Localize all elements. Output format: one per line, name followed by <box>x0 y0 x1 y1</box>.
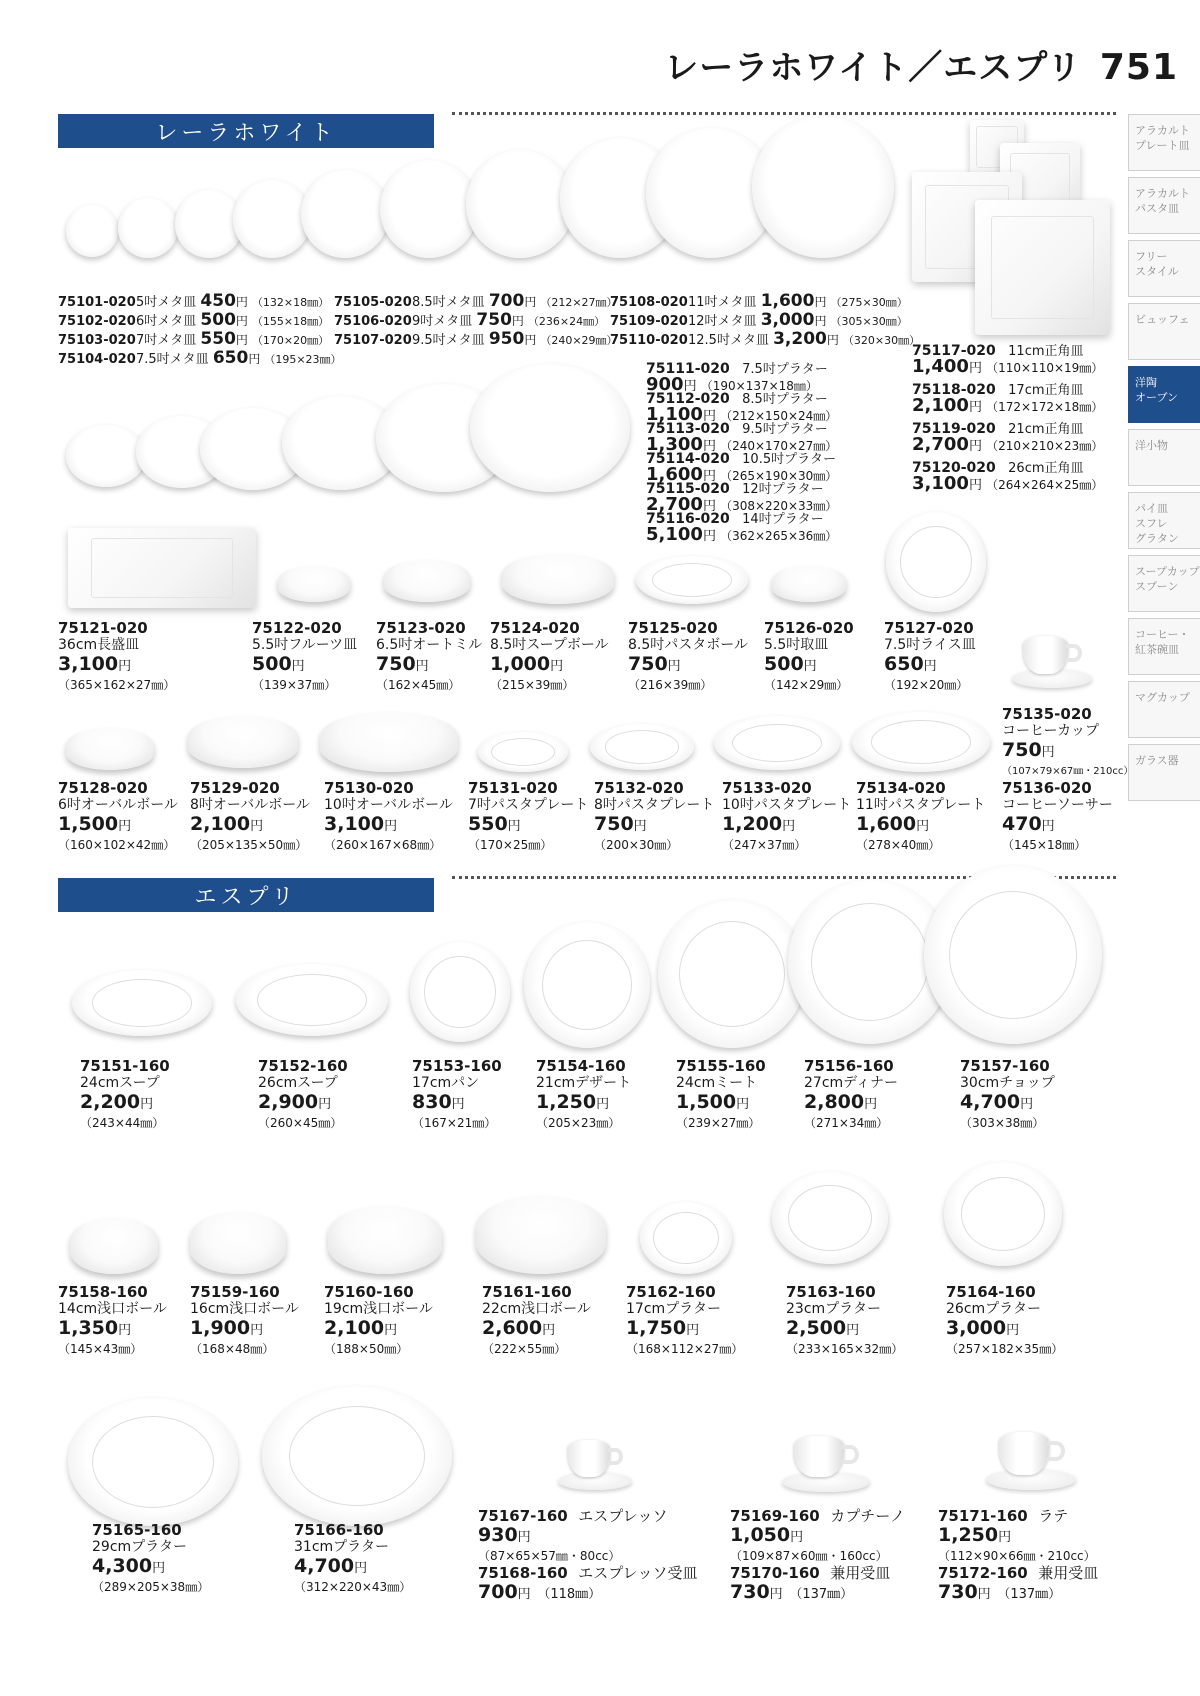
tab-buffet[interactable]: ビュッフェ <box>1128 303 1200 360</box>
tab-western-oven[interactable]: 洋陶 オーブン <box>1128 366 1200 423</box>
product-caption: 75167-160 エスプレッソ 930円 （87×65×57㎜・80cc） 75168-160 エスプレッソ受皿 700円 （118㎜） <box>478 1507 698 1603</box>
pasta-bowl-image <box>636 556 748 604</box>
tab-soup-cup-spoon[interactable]: スープカップ スプーン <box>1128 555 1200 612</box>
tab-pie-souffle-gratin[interactable]: パイ皿 スフレ グラタン <box>1128 492 1200 549</box>
coffee-cup-image <box>1012 636 1092 688</box>
oval-bowl-image <box>320 712 458 772</box>
page-title <box>664 40 1178 89</box>
list-item: 75104-0207.5吋メタ皿 650円 （195×23㎜） <box>58 348 342 368</box>
cappuccino-cup-image <box>782 1436 870 1492</box>
product-caption: 75164-160 26cmプラター 3,000円 （257×182×35㎜） <box>946 1283 1064 1356</box>
product-caption: 75158-160 14cm浅口ボール 1,350円 （145×43㎜） <box>58 1283 167 1356</box>
product-caption: 75166-160 31cmプラター 4,700円 （312×220×43㎜） <box>294 1521 412 1594</box>
list-item: 75106-0209吋メタ皿 750円 （236×24㎜） <box>334 310 606 330</box>
bowl-image <box>384 560 470 602</box>
product-caption: 75127-020 7.5吋ライス皿 650円 （192×20㎜） <box>884 619 976 692</box>
tab-free-style[interactable]: フリー スタイル <box>1128 240 1200 297</box>
product-caption: 75125-020 8.5吋パスタボール 750円 （216×39㎜） <box>628 619 748 692</box>
page-number: 751 <box>1099 47 1178 88</box>
tab-mug[interactable]: マグカップ <box>1128 681 1200 738</box>
plate-image <box>466 150 574 258</box>
platter-image <box>262 1386 452 1526</box>
list-item: 75103-0207吋メタ皿 550円 （170×20㎜） <box>58 329 330 349</box>
page-title-text: レーラホワイト／エスプリ <box>664 48 1082 88</box>
list-item: 75115-020 12吋プラター 2,700円 （308×220×33㎜） <box>646 481 838 515</box>
tab-western-small[interactable]: 洋小物 <box>1128 429 1200 486</box>
platter-image <box>68 1398 238 1526</box>
plate-image <box>524 922 650 1048</box>
plate-image <box>924 866 1102 1044</box>
oval-bowl-image <box>188 716 298 768</box>
product-caption: 75136-020 コーヒーソーサー 470円 （145×18㎜） <box>1002 779 1113 852</box>
product-caption: 75130-020 10吋オーバルボール 3,100円 （260×167×68㎜） <box>324 779 453 852</box>
product-caption: 75171-160 ラテ 1,250円 （112×90×66㎜・210cc） 75172-160 兼用受皿 730円 （137㎜） <box>938 1507 1099 1603</box>
list-item: 75118-020 17cm正角皿 2,100円 （172×172×18㎜） <box>912 382 1104 416</box>
product-caption: 75133-020 10吋パスタプレート 1,200円 （247×37㎜） <box>722 779 852 852</box>
product-caption: 75151-160 24cmスープ 2,200円 （243×44㎜） <box>80 1057 170 1130</box>
platter-image <box>772 1172 888 1264</box>
pasta-plate-image <box>478 732 568 772</box>
soup-plate-image <box>72 970 212 1036</box>
product-caption: 75162-160 17cmプラター 1,750円 （168×112×27㎜） <box>626 1283 744 1356</box>
list-item: 75111-020 7.5吋プラター 900円 （190×137×18㎜） <box>646 361 828 395</box>
dotted-divider <box>452 112 1116 115</box>
tab-a-la-carte-plate[interactable]: アラカルト プレート皿 <box>1128 114 1200 171</box>
product-caption: 75123-020 6.5吋オートミル 750円 （162×45㎜） <box>376 619 483 692</box>
plate-image <box>118 198 178 258</box>
oval-bowl-image <box>66 728 154 770</box>
bowl-image <box>772 566 846 602</box>
list-item: 75105-0208.5吋メタ皿 700円 （212×27㎜） <box>334 291 618 311</box>
product-caption: 75156-160 27cmディナー 2,800円 （271×34㎜） <box>804 1057 899 1130</box>
product-caption: 75165-160 29cmプラター 4,300円 （289×205×38㎜） <box>92 1521 210 1594</box>
list-item: 75108-02011吋メタ皿 1,600円 （275×30㎜） <box>610 291 908 311</box>
product-caption: 75163-160 23cmプラター 2,500円 （233×165×32㎜） <box>786 1283 904 1356</box>
product-caption: 75135-020 コーヒーカップ 750円 （107×79×67㎜・210cc） <box>1002 705 1134 777</box>
product-caption: 75131-020 7吋パスタプレート 550円 （170×25㎜） <box>468 779 589 852</box>
list-item: 75110-02012.5吋メタ皿 3,200円 （320×30㎜） <box>610 329 921 349</box>
section-header-espri: エスプリ <box>58 878 434 912</box>
bowl-image <box>502 554 614 604</box>
product-caption: 75126-020 5.5吋取皿 500円 （142×29㎜） <box>764 619 854 692</box>
category-tabs <box>1128 114 1200 807</box>
product-caption: 75121-020 36cm長盛皿 3,100円 （365×162×27㎜） <box>58 619 176 692</box>
plate-image <box>658 900 806 1048</box>
pasta-plate-image <box>590 724 694 770</box>
product-caption: 75169-160 カプチーノ 1,050円 （109×87×60㎜・160cc） 75170-160 兼用受皿 730円 （137㎜） <box>730 1507 905 1603</box>
list-item: 75102-0206吋メタ皿 500円 （155×18㎜） <box>58 310 330 330</box>
soup-plate-image <box>236 964 388 1036</box>
list-item: 75109-02012吋メタ皿 3,000円 （305×30㎜） <box>610 310 908 330</box>
square-plate-image <box>975 200 1110 335</box>
shallow-bowl-image <box>476 1196 606 1274</box>
product-caption: 75161-160 22cm浅口ボール 2,600円 （222×55㎜） <box>482 1283 591 1356</box>
product-caption: 75157-160 30cmチョップ 4,700円 （303×38㎜） <box>960 1057 1055 1130</box>
plate-image <box>233 180 311 258</box>
list-item: 75107-0209.5吋メタ皿 950円 （240×29㎜） <box>334 329 618 349</box>
platter-image <box>470 364 630 492</box>
latte-cup-image <box>986 1432 1076 1490</box>
plate-image <box>66 205 118 257</box>
product-caption: 75152-160 26cmスープ 2,900円 （260×45㎜） <box>258 1057 348 1130</box>
platter-image <box>640 1202 732 1274</box>
plate-image <box>410 942 510 1042</box>
rice-plate-image <box>886 512 986 612</box>
shallow-bowl-image <box>70 1218 158 1274</box>
tab-a-la-carte-pasta[interactable]: アラカルト パスタ皿 <box>1128 177 1200 234</box>
product-caption: 75124-020 8.5吋スープボール 1,000円 （215×39㎜） <box>490 619 609 692</box>
bowl-image <box>278 566 350 602</box>
espresso-cup-image <box>558 1440 632 1490</box>
product-caption: 75129-020 8吋オーバルボール 2,100円 （205×135×50㎜） <box>190 779 310 852</box>
shallow-bowl-image <box>328 1206 442 1274</box>
pasta-plate-image <box>852 712 990 772</box>
product-caption: 75160-160 19cm浅口ボール 2,100円 （188×50㎜） <box>324 1283 433 1356</box>
tab-coffee-tea[interactable]: コーヒー・ 紅茶碗皿 <box>1128 618 1200 675</box>
list-item: 75113-020 9.5吋プラター 1,300円 （240×170×27㎜） <box>646 421 838 455</box>
product-caption: 75132-020 8吋パスタプレート 750円 （200×30㎜） <box>594 779 715 852</box>
shallow-bowl-image <box>190 1212 286 1274</box>
product-caption: 75122-020 5.5吋フルーツ皿 500円 （139×37㎜） <box>252 619 358 692</box>
product-caption: 75134-020 11吋パスタプレート 1,600円 （278×40㎜） <box>856 779 986 852</box>
list-item: 75119-020 21cm正角皿 2,700円 （210×210×23㎜） <box>912 421 1104 455</box>
long-plate-image <box>68 528 256 608</box>
tab-glass[interactable]: ガラス器 <box>1128 744 1200 801</box>
product-caption: 75159-160 16cm浅口ボール 1,900円 （168×48㎜） <box>190 1283 299 1356</box>
platter-image <box>944 1162 1062 1266</box>
platter-image <box>66 425 146 487</box>
pasta-plate-image <box>714 716 840 770</box>
list-item: 75112-020 8.5吋プラター 1,100円 （212×150×24㎜） <box>646 391 838 425</box>
product-caption: 75153-160 17cmパン 830円 （167×21㎜） <box>412 1057 502 1130</box>
list-item: 75116-020 14吋プラター 5,100円 （362×265×36㎜） <box>646 511 838 545</box>
plate-image <box>752 116 894 258</box>
plate-image <box>380 160 478 258</box>
product-caption: 75154-160 21cmデザート 1,250円 （205×23㎜） <box>536 1057 632 1130</box>
section-header-rera: レーラホワイト <box>58 114 434 148</box>
product-caption: 75128-020 6吋オーバルボール 1,500円 （160×102×42㎜） <box>58 779 178 852</box>
list-item: 75120-020 26cm正角皿 3,100円 （264×264×25㎜） <box>912 460 1104 494</box>
plate-image <box>301 170 389 258</box>
list-item: 75114-020 10.5吋プラター 1,600円 （265×190×30㎜） <box>646 451 838 485</box>
product-caption: 75155-160 24cmミート 1,500円 （239×27㎜） <box>676 1057 766 1130</box>
list-item: 75101-0205吋メタ皿 450円 （132×18㎜） <box>58 291 330 311</box>
list-item: 75117-020 11cm正角皿 1,400円 （110×110×19㎜） <box>912 343 1104 377</box>
